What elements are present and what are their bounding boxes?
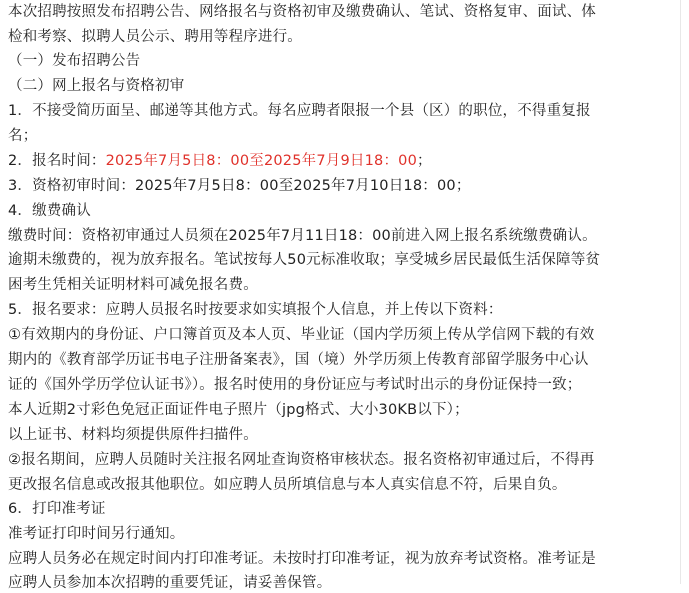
item-2-label: 2．报名时间： (8, 153, 106, 169)
item-5-heading: 5．报名要求：应聘人员报名时按要求如实填报个人信息，并上传以下资料： (8, 302, 503, 318)
payment-line2: 逾期未缴费的，视为放弃报名。笔试按每人50元标准收取；享受城乡居民最低生活保障等贫 (8, 252, 601, 268)
item-1-line1: 1．不接受简历面呈、邮递等其他方式。每名应聘者限报一个县（区）的职位，不得重复报 (8, 103, 591, 119)
section-heading-2: （二）网上报名与资格初审 (8, 78, 185, 94)
registration-period-highlight: 2025年7月5日8：00至2025年7月9日18：00 (105, 153, 418, 169)
payment-line3: 困考生凭相关证明材料可减免报名费。 (8, 277, 258, 293)
item-2-end: ； (417, 153, 432, 169)
item-2-registration-time (8, 151, 675, 171)
section-heading-1: （一）发布招聘公告 (8, 53, 141, 69)
admission-ticket-line1: 准考证打印时间另行通知。 (8, 526, 185, 542)
requirement-1-line2: 期内的《教育部学历证书电子注册备案表》，国（境）外学历须上传教育部留学服务中心认 (8, 352, 589, 368)
item-6-heading: 6．打印准考证 (8, 501, 106, 517)
admission-ticket-line2: 应聘人员务必在规定时间内打印准考证。未按时打印准考证，视为放弃考试资格。准考证是 (8, 551, 596, 567)
admission-ticket-line3: 应聘人员参加本次招聘的重要凭证，请妥善保管。 (8, 575, 332, 591)
paragraph-intro-line2: 检和考察、拟聘人员公示、聘用等程序进行。 (8, 29, 302, 45)
requirement-1-line5: 以上证书、材料均须提供原件扫描件。 (8, 427, 258, 443)
requirement-2-line2: 更改报名信息或改报其他职位。如应聘人员所填信息与本人真实信息不符，后果自负。 (8, 477, 567, 493)
requirement-1-line3: 证的《国外学历学位认证书》）。报名时使用的身份证应与考试时出示的身份证保持一致； (8, 377, 582, 393)
requirement-1-line1: ①有效期内的身份证、户口簿首页及本人页、毕业证（国内学历须上传从学信网下载的有效 (8, 327, 595, 343)
paragraph-intro-line1: 本次招聘按照发布招聘公告、网络报名与资格初审及缴费确认、笔试、资格复审、面试、体 (8, 4, 596, 20)
requirement-1-line4: 本人近期2寸彩色免冠正面证件电子照片（jpg格式、大小30KB以下）； (8, 402, 469, 418)
item-4-heading: 4．缴费确认 (8, 203, 91, 219)
item-1-line2: 名； (8, 128, 38, 144)
payment-line1: 缴费时间：资格初审通过人员须在2025年7月11日18：00前进入网上报名系统缴费确认。 (8, 228, 597, 244)
requirement-2-line1: ②报名期间，应聘人员随时关注报名网址查询资格审核状态。报名资格初审通过后，不得再 (8, 452, 595, 468)
item-3-review-time: 3．资格初审时间：2025年7月5日8：00至2025年7月10日18：00； (8, 178, 471, 194)
page-edge-divider (680, 0, 681, 584)
